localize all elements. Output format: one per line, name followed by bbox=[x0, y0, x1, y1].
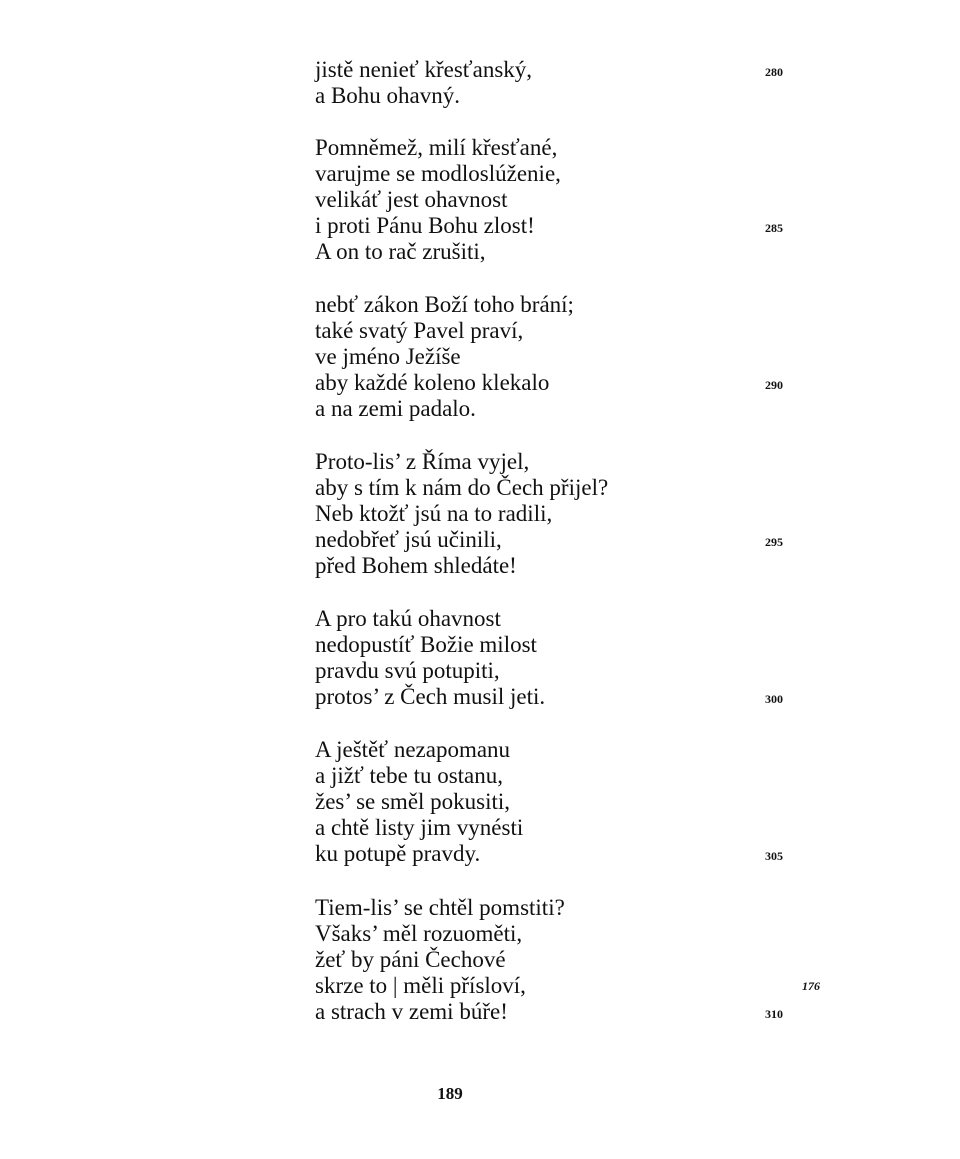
verse-line: a na zemi padalo. bbox=[315, 396, 476, 421]
verse-line: a strach v zemi búře! 310 bbox=[315, 999, 785, 1025]
verse-line: skrze to | měli přísloví, bbox=[315, 973, 526, 998]
stanza bbox=[315, 895, 785, 1025]
verse-line: pravdu svú potupiti, bbox=[315, 658, 500, 683]
verse-line: A on to rač zrušiti, bbox=[315, 239, 486, 264]
stanza bbox=[315, 737, 785, 867]
verse-line: i proti Pánu Bohu zlost! 285 bbox=[315, 213, 785, 239]
verse-line: aby s tím k nám do Čech přijel? bbox=[315, 475, 609, 500]
verse-line: Všaks’ měl rozuoměti, bbox=[315, 921, 523, 946]
stanza bbox=[315, 292, 785, 422]
verse-line: Pomněmež, milí křesťané, bbox=[315, 135, 558, 160]
verse-line: nebť zákon Boží toho brání; bbox=[315, 292, 574, 317]
verse-line: a jižť tebe tu ostanu, bbox=[315, 763, 504, 788]
verse-line: a Bohu ohavný. bbox=[315, 83, 461, 108]
stanza bbox=[315, 449, 785, 579]
line-number: 290 bbox=[765, 378, 783, 392]
verse-line: ve jméno Ježíše bbox=[315, 344, 461, 369]
stanza bbox=[315, 606, 785, 710]
marginal-page-reference: 176 bbox=[802, 979, 820, 993]
line-number: 285 bbox=[765, 221, 783, 235]
verse-line: jistě nenieť křesťanský, 280 bbox=[315, 57, 785, 83]
line-number: 300 bbox=[765, 692, 783, 706]
verse-line: A ještěť nezapomanu bbox=[315, 737, 511, 762]
verse-line: Proto-lis’ z Říma vyjel, bbox=[315, 449, 530, 474]
line-number: 310 bbox=[765, 1007, 783, 1021]
verse-line: Tiem-lis’ se chtěl pomstiti? bbox=[315, 895, 565, 920]
page-number: 189 bbox=[437, 1084, 463, 1103]
verse-line: žeť by páni Čechové bbox=[315, 947, 506, 972]
verse-line: velikáť jest ohavnost bbox=[315, 187, 508, 212]
verse-line: žes’ se směl pokusiti, bbox=[315, 789, 511, 814]
verse-line: také svatý Pavel praví, bbox=[315, 318, 524, 343]
verse-line: a chtě listy jim vynésti bbox=[315, 815, 524, 840]
verse-line: Neb ktožť jsú na to radili, bbox=[315, 501, 553, 526]
verse-line: A pro takú ohavnost bbox=[315, 606, 501, 631]
line-number: 295 bbox=[765, 535, 783, 549]
verse-line: nedopustíť Božie milost bbox=[315, 632, 537, 657]
verse-line: nedobřeť jsú učinili, 295 bbox=[315, 527, 785, 553]
verse-line: před Bohem shledáte! bbox=[315, 553, 517, 578]
stanza bbox=[315, 57, 785, 109]
verse-line: protos’ z Čech musil jeti. 300 bbox=[315, 684, 785, 710]
verse-line: aby každé koleno klekalo 290 bbox=[315, 370, 785, 396]
line-number: 280 bbox=[765, 65, 783, 79]
line-number: 305 bbox=[765, 849, 783, 863]
verse-line: varujme se modloslúženie, bbox=[315, 161, 561, 186]
stanza bbox=[315, 135, 785, 265]
verse-line: ku potupě pravdy. 305 bbox=[315, 841, 785, 867]
